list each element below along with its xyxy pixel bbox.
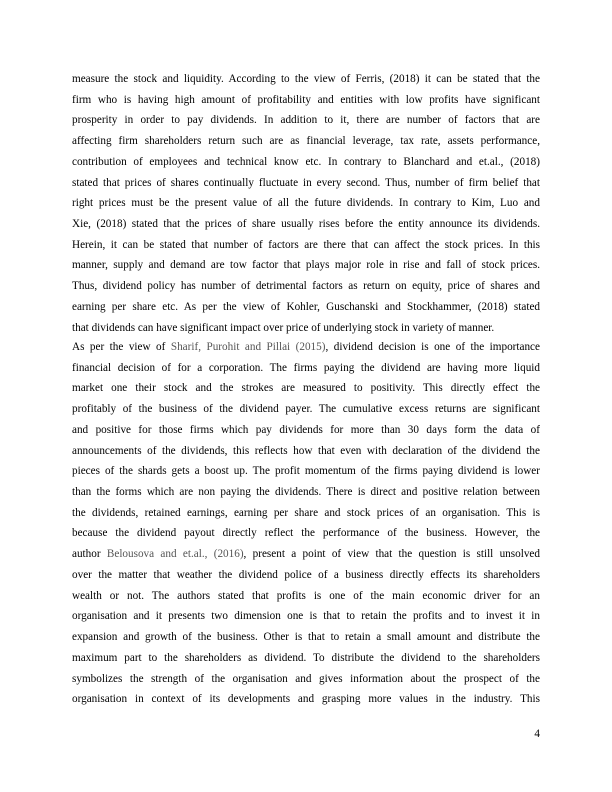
text-line: Thus, dividend policy has number of detrimental factors as return on equity, price of shares and — [72, 280, 540, 293]
text-line: because the dividend payout directly reflect the performance of the business. However, the — [72, 527, 540, 540]
text-line: prosperity in order to pay dividends. In addition to it, there are number of factors that are — [72, 114, 540, 127]
text-segment: As per the view of — [72, 341, 171, 353]
paragraph-2 — [72, 337, 540, 710]
page-number: 4 — [534, 728, 540, 740]
text-line: over the matter that weather the dividend police of a business directly effects its shareholders — [72, 568, 540, 581]
text-line: that dividends can have significant impact over price of underlying stock in variety of manner. — [72, 321, 495, 334]
text-line: profitably of the business of the dividend payer. The cumulative excess returns are significant — [72, 403, 540, 416]
text-line: symbolizes the strength of the organisation and gives information about the prospect of the — [72, 672, 540, 685]
text-line: expansion and growth of the business. Other is that to retain a small amount and distribute the — [72, 631, 540, 644]
text-line: Xie, (2018) stated that the prices of share usually rises before the entity announce its dividends. — [72, 218, 540, 231]
text-line: financial decision of for a corporation. The firms paying the dividend are having more liquid — [72, 361, 540, 374]
citation: Sharif, Purohit and Pillai (2015) — [170, 341, 326, 353]
citation: Belousova and et.al., (2016) — [106, 548, 244, 561]
text-line: maximum part to the shareholders as dividend. To distribute the dividend to the shareholders — [72, 651, 540, 664]
text-line — [72, 337, 540, 358]
text-line: contribution of employees and technical know etc. In contrary to Blanchard and et.al., (2018) — [72, 155, 540, 168]
text-line: manner, supply and demand are tow factor that plays major role in rise and fall of stock prices. — [72, 259, 540, 272]
text-line: pieces of the shards gets a boost up. The profit momentum of the firms paying dividend is lower — [72, 465, 540, 478]
text-line — [72, 544, 540, 565]
text-line: market one their stock and the strokes are measured to positivity. This directly effect the — [72, 382, 540, 395]
text-line: measure the stock and liquidity. According to the view of Ferris, (2018) it can be stated that the — [72, 73, 540, 85]
text-line: and positive for those firms which pay dividends for more than 30 days form the data of — [72, 423, 540, 436]
text-line: right prices must be the present value of all the future dividends. In contrary to Kim, Luo and — [72, 197, 540, 210]
text-line: announcements of the dividends, this reflects how that even with declaration of the dividend the — [72, 444, 540, 457]
text-line: stated that prices of shares continually fluctuate in every second. Thus, number of firm belief that — [72, 176, 540, 189]
text-line: affecting firm shareholders return such are as financial leverage, tax rate, assets performance, — [72, 135, 540, 148]
text-line: the dividends, retained earnings, earning per share and stock prices of an organisation. This is — [72, 506, 540, 519]
text-line: organisation in context of its developments and grasping more values in the industry. This — [72, 693, 540, 706]
text-line: earning per share etc. As per the view of Kohler, Guschanski and Stockhammer, (2018) stated — [72, 300, 540, 313]
text-line: than the forms which are non paying the dividends. There is direct and positive relation between — [72, 486, 540, 499]
paragraph-1 — [72, 69, 540, 338]
text-line: Herein, it can be stated that number of factors are there that can affect the stock prices. In this — [72, 238, 540, 251]
text-line: firm who is having high amount of profitability and entities with low profits have significant — [72, 93, 540, 106]
text-line: wealth or not. The authors stated that profits is one of the main economic driver for an — [72, 589, 540, 602]
text-segment: , present a point of view that the question is still unsolved — [243, 548, 540, 561]
text-segment: , dividend decision is one of the importance — [325, 341, 540, 353]
text-line: organisation and it presents two dimension one is that to retain the profits and to invest it in — [72, 610, 540, 623]
text-segment: author — [72, 548, 107, 561]
